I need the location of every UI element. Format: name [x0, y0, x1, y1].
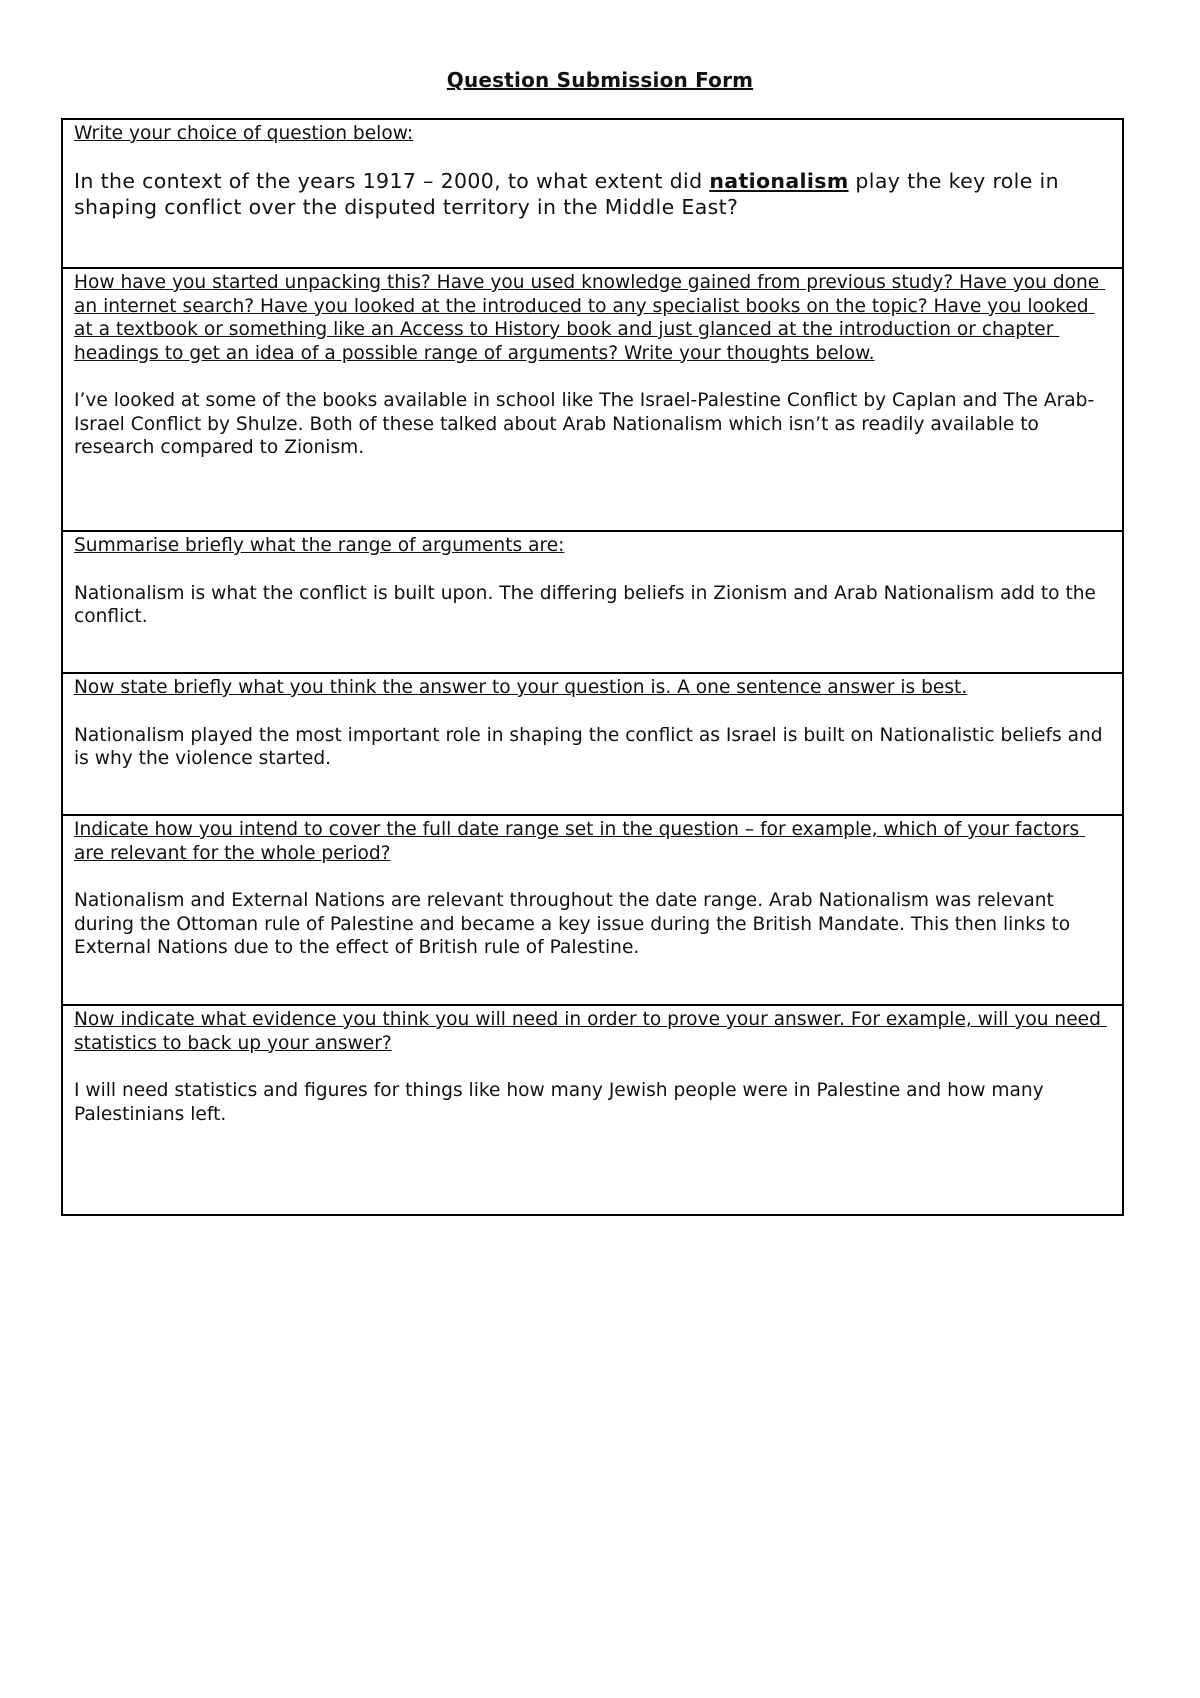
question-choice-section	[63, 120, 1122, 269]
date-range-section	[63, 816, 1122, 1006]
evidence-prompt: Now indicate what evidence you think you will need in order to prove your answer. For example, will you need statistics to back up your answer?	[74, 1009, 1107, 1054]
arguments-section	[63, 532, 1122, 674]
answer-statement-prompt: Now state briefly what you think the answer to your question is. A one sentence answer is best.	[74, 677, 968, 698]
submission-form-table	[61, 118, 1124, 1216]
answer-statement-answer[interactable]: Nationalism played the most important role in shaping the conflict as Israel is built on Nationalistic beliefs and is why the violence started.	[74, 724, 1109, 769]
question-text-end: play the key role in shaping conflict over the disputed territory in the Middle East?	[74, 168, 1059, 219]
unpacking-prompt: How have you started unpacking this? Have you used knowledge gained from previous study? Have you done an internet search? Have you looked at the introduced to any specialist books on the topic? Have you looked at a textbook or something like an Access to History book and just glanced at the introduction or chapter headings to get an idea of a possible range of arguments? Write your thoughts below.	[74, 272, 1106, 364]
unpacking-answer[interactable]: I’ve looked at some of the books available in school like The Israel-Palestine Conflict by Caplan and The Arab-Israel Conflict by Shulze. Both of these talked about Arab Nationalism which isn’t as readily available to research compared to Zionism.	[74, 390, 1095, 458]
date-range-answer[interactable]: Nationalism and External Nations are relevant throughout the date range. Arab Nationalism was relevant during the Ottoman rule of Palestine and became a key issue during the British Mandate. This then links to External Nations due to the effect of British rule of Palestine.	[74, 890, 1077, 958]
question-text-start: In the context of the years 1917 – 2000, to what extent did	[74, 168, 710, 193]
question-choice-answer[interactable]	[74, 168, 1112, 220]
evidence-answer[interactable]: I will need statistics and figures for things like how many Jewish people were in Palestine and how many Palestinians left.	[74, 1080, 1050, 1125]
arguments-answer[interactable]: Nationalism is what the conflict is built upon. The differing beliefs in Zionism and Arab Nationalism add to the conflict.	[74, 582, 1102, 627]
page-title: Question Submission Form	[446, 68, 754, 92]
date-range-prompt: Indicate how you intend to cover the full date range set in the question – for example, which of your factors are relevant for the whole period?	[74, 819, 1086, 864]
question-choice-prompt: Write your choice of question below:	[74, 123, 414, 144]
arguments-prompt: Summarise briefly what the range of arguments are:	[74, 535, 565, 556]
answer-statement-section	[63, 674, 1122, 816]
evidence-section	[63, 1006, 1122, 1214]
unpacking-section	[63, 269, 1122, 532]
question-keyword: nationalism	[709, 168, 849, 193]
